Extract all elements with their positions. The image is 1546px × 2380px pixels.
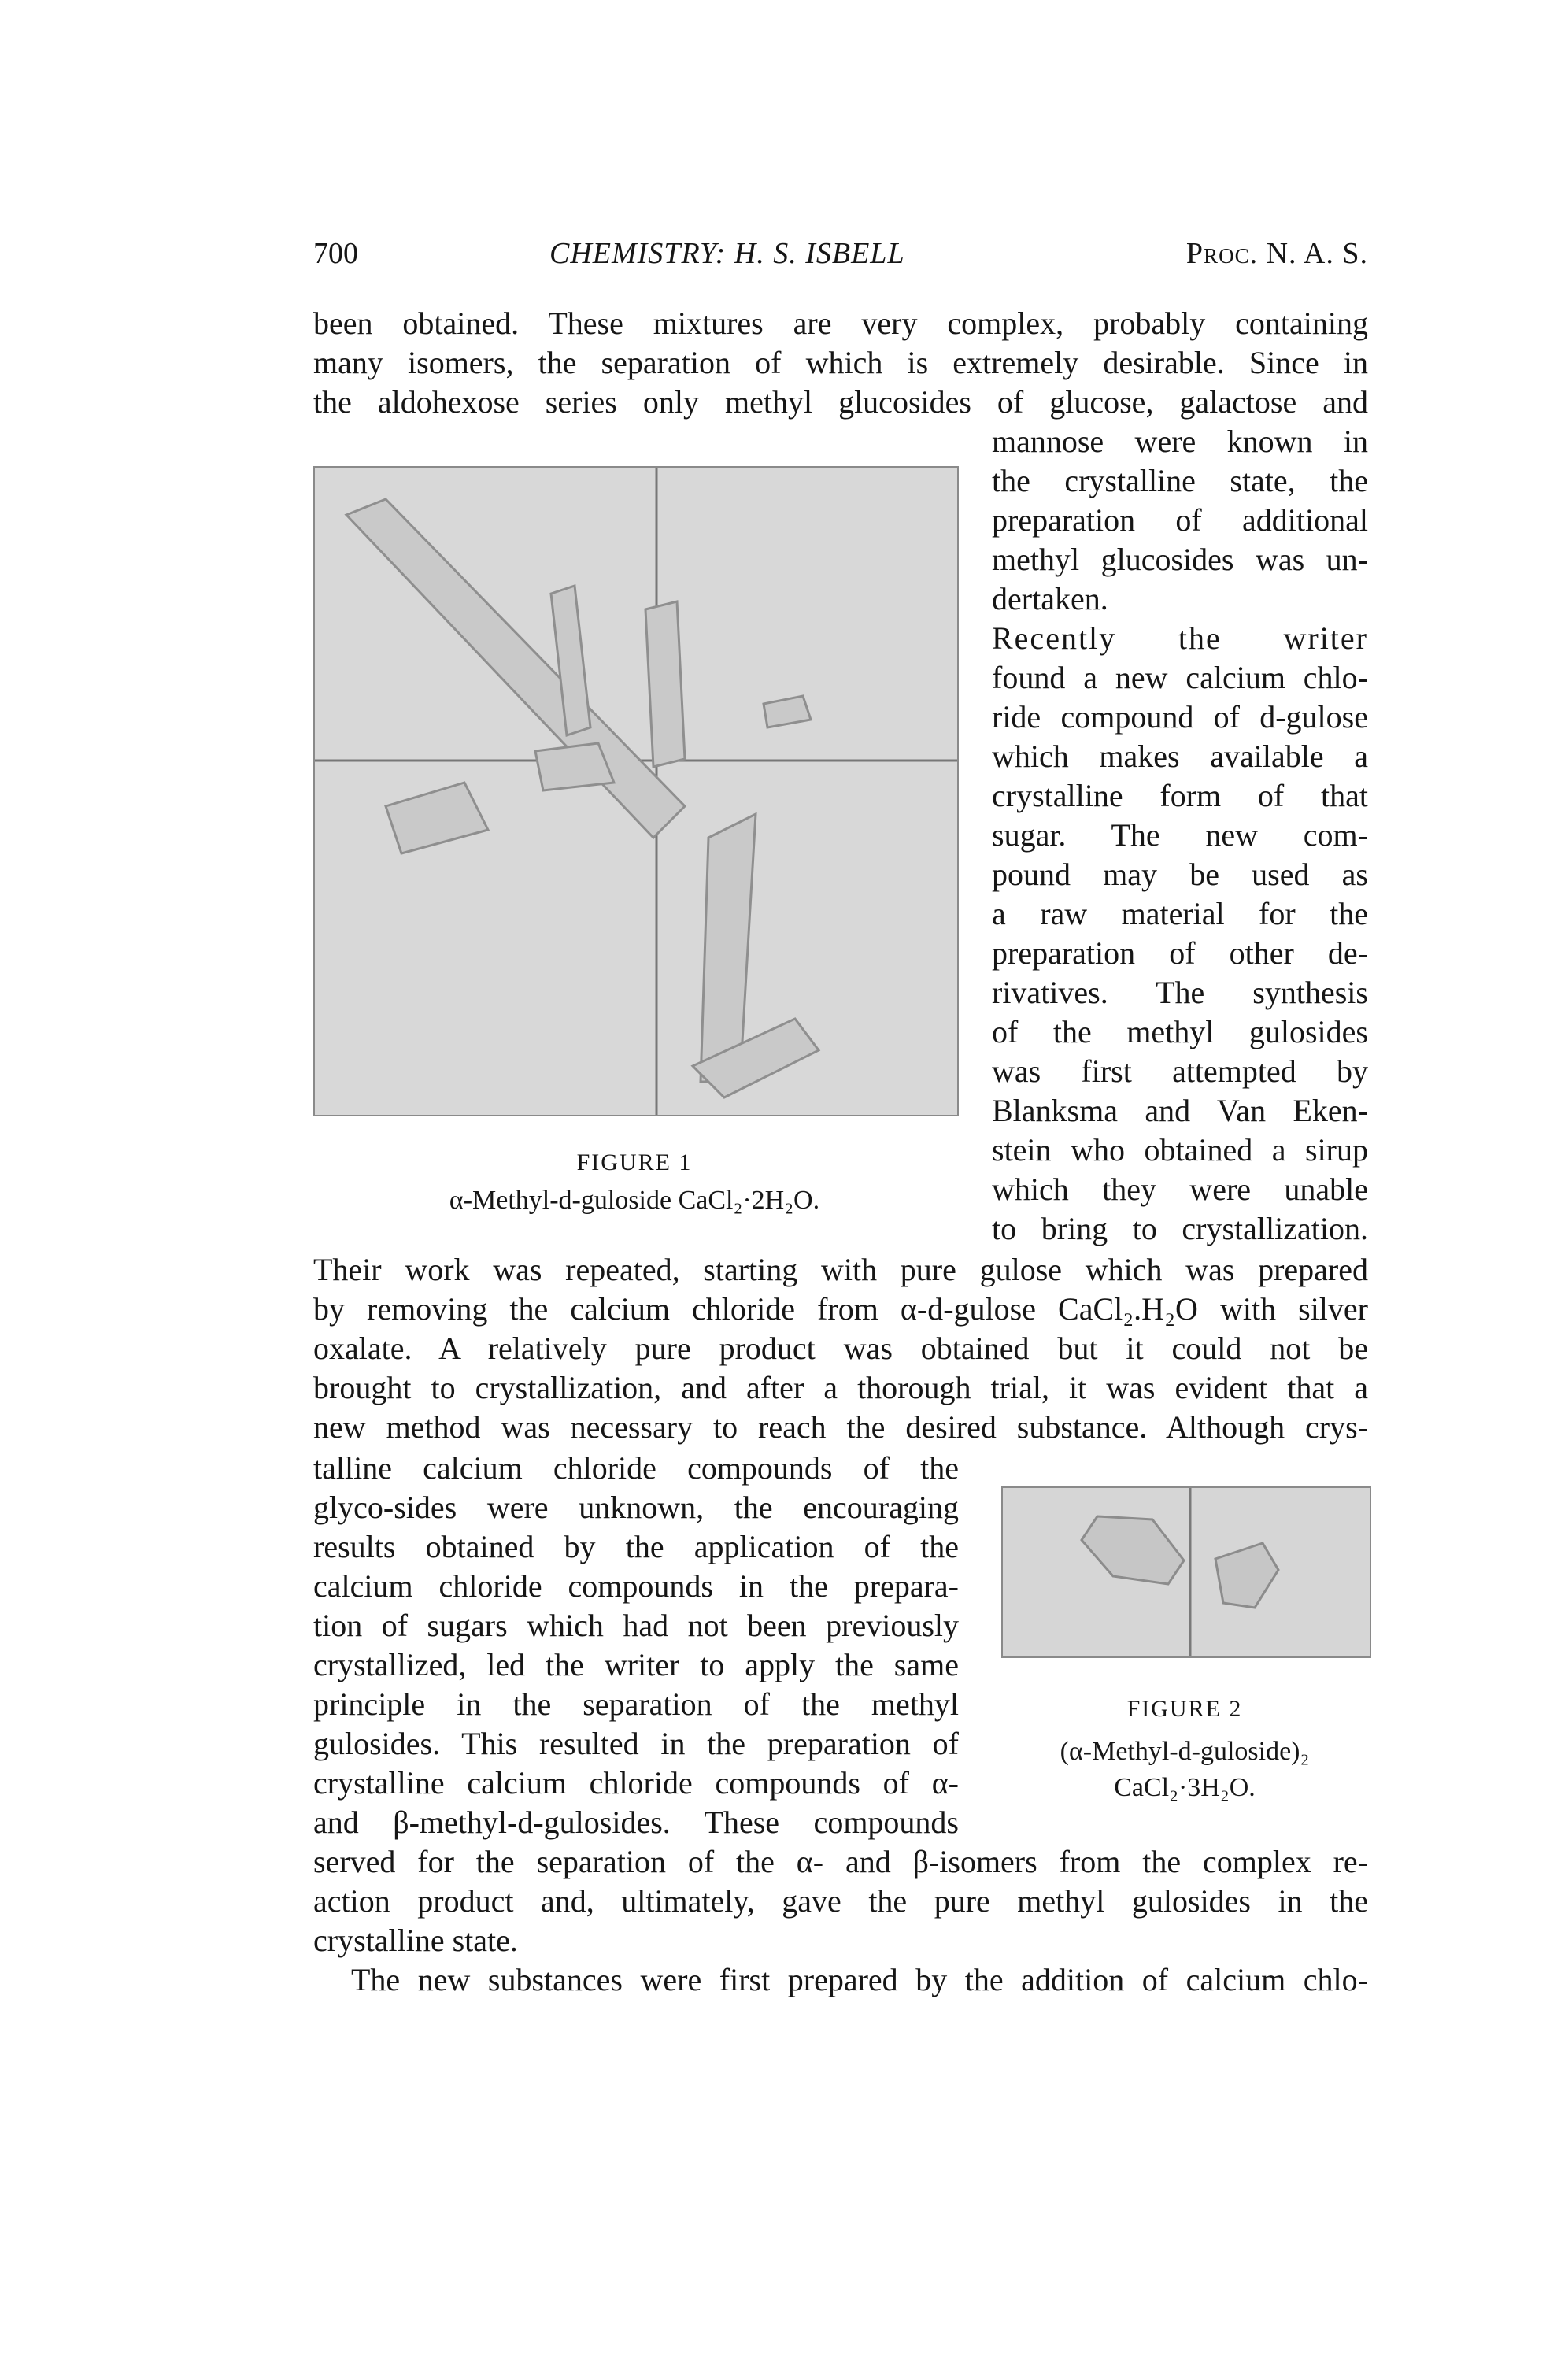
text-line: was first attempted by — [992, 1053, 1368, 1089]
text-line: crystalline form of that — [992, 778, 1368, 813]
journal-abbrev: Proc. N. A. S. — [1185, 237, 1368, 270]
page-number: 700 — [313, 237, 358, 270]
text-line: brought to crystallization, and after a thorough trial, it was evident that a — [313, 1370, 1368, 1405]
text-line: mannose were known in — [992, 424, 1368, 459]
text-line: The new substances were first prepared by the addition of calcium chlo- — [351, 1962, 1368, 1997]
text-line: been obtained. These mixtures are very complex, probably containing — [313, 305, 1368, 341]
figure-1-photo — [313, 466, 959, 1116]
crystal-micrograph-2 — [1003, 1488, 1370, 1656]
figure-2-caption-line1: (α-Methyl-d-guloside)₂ — [1060, 1737, 1310, 1766]
text-line: calcium chloride compounds in the prepara- — [313, 1568, 959, 1604]
text-line: ride compound of d-gulose — [992, 699, 1368, 735]
text-line: preparation of other de- — [992, 935, 1368, 971]
figure-2-label: FIGURE 2 — [1126, 1696, 1243, 1722]
text-line: gulosides. This resulted in the preparation of — [313, 1726, 959, 1761]
text-line: preparation of additional — [992, 502, 1368, 538]
text-line: rivatives. The synthesis — [992, 975, 1368, 1010]
text-line: dertaken. — [992, 581, 1108, 616]
text-line: many isomers, the separation of which is extremely desirable. Since in — [313, 345, 1368, 380]
figure-2-caption-line2: CaCl₂·3H₂O. — [1114, 1773, 1256, 1802]
text-line: a raw material for the — [992, 896, 1368, 931]
text-line: found a new calcium chlo- — [992, 660, 1368, 695]
running-title: CHEMISTRY: H. S. ISBELL — [549, 237, 905, 270]
text-line: oxalate. A relatively pure product was obtained but it could not be — [313, 1331, 1368, 1366]
figure-1-label: FIGURE 1 — [576, 1149, 693, 1175]
text-line: the crystalline state, the — [992, 463, 1368, 498]
text-line: Recently the writer — [992, 620, 1368, 656]
text-line: crystalline state. — [313, 1923, 518, 1958]
text-line: tion of sugars which had not been previously — [313, 1608, 959, 1643]
text-line: the aldohexose series only methyl glucosides of glucose, galactose and — [313, 384, 1368, 420]
text-line: to bring to crystallization. — [992, 1211, 1368, 1246]
text-line: sugar. The new com- — [992, 817, 1368, 853]
text-line: results obtained by the application of the — [313, 1529, 959, 1564]
text-line: Blanksma and Van Eken- — [992, 1093, 1368, 1128]
running-header — [313, 236, 1368, 283]
text-line: crystallized, led the writer to apply the same — [313, 1647, 959, 1682]
text-line: crystalline calcium chloride compounds of α- — [313, 1765, 959, 1801]
text-line: talline calcium chloride compounds of the — [313, 1450, 959, 1486]
text-line: and β-methyl-d-gulosides. These compounds — [313, 1804, 959, 1840]
text-line: stein who obtained a sirup — [992, 1132, 1368, 1168]
text-line: new method was necessary to reach the desired substance. Although crys- — [313, 1409, 1368, 1445]
text-line: methyl glucosides was un- — [992, 542, 1368, 577]
text-line: action product and, ultimately, gave the pure methyl gulosides in the — [313, 1883, 1368, 1919]
figure-2-photo — [1001, 1486, 1371, 1658]
figure-1-caption: α-Methyl-d-guloside CaCl₂·2H₂O. — [449, 1186, 820, 1215]
text-line: pound may be used as — [992, 857, 1368, 892]
text-line: Their work was repeated, starting with pure gulose which was prepared — [313, 1252, 1368, 1287]
text-line: served for the separation of the α- and β-isomers from the complex re- — [313, 1844, 1368, 1879]
crystal-micrograph-1 — [315, 468, 957, 1115]
text-line: which makes available a — [992, 738, 1368, 774]
text-line: glyco-sides were unknown, the encouraging — [313, 1490, 959, 1525]
text-line: by removing the calcium chloride from α-d-gulose CaCl₂.H₂O with silver — [313, 1291, 1368, 1327]
text-line: which they were unable — [992, 1171, 1368, 1207]
text-line: of the methyl gulosides — [992, 1014, 1368, 1049]
text-line: principle in the separation of the methyl — [313, 1686, 959, 1722]
